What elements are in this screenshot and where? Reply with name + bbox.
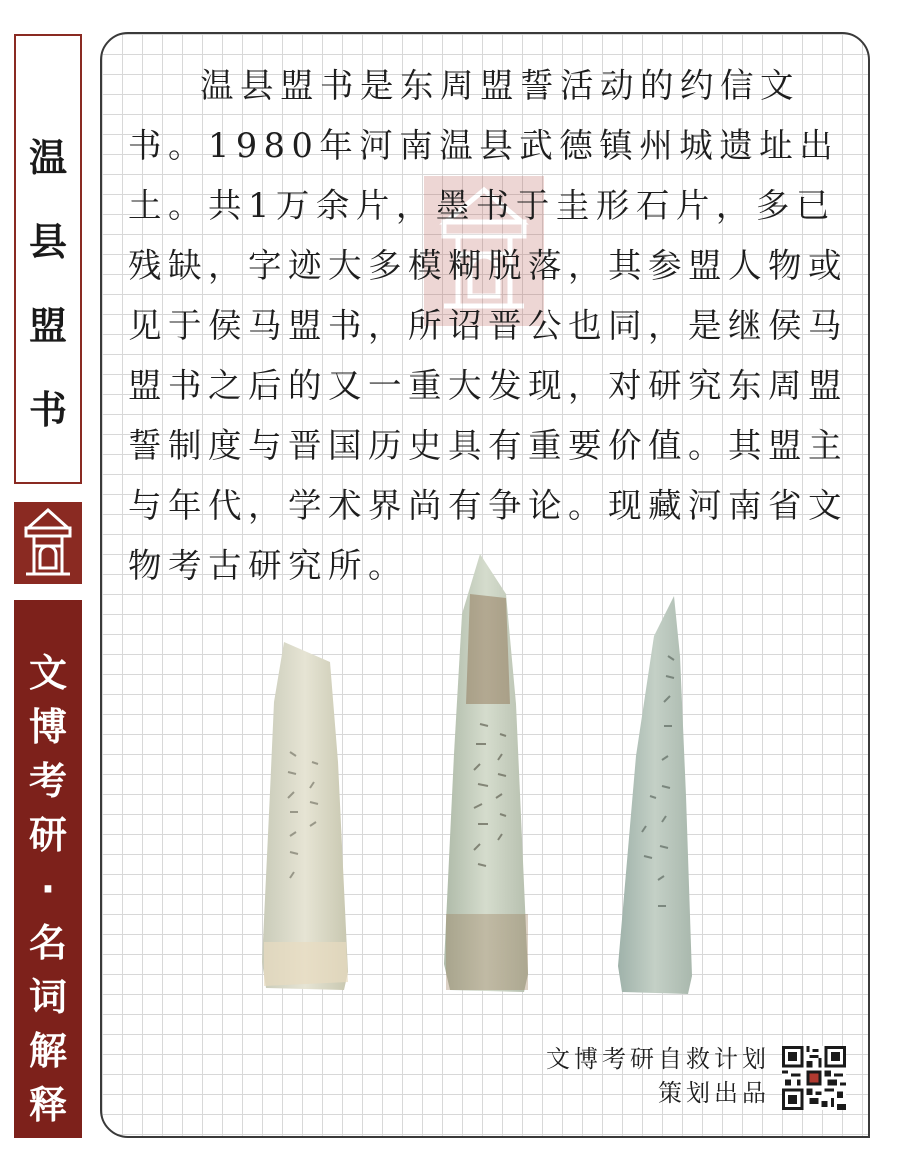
stone-tablet-image [260,642,354,992]
qr-code-icon[interactable] [782,1046,846,1110]
stone-tablet-image [616,596,696,996]
title-char: 温 [28,135,67,180]
title-char: 县 [28,219,67,264]
banner-char: 博 [28,705,67,749]
banner-char: 解 [28,1029,67,1073]
column-banner [14,600,82,1138]
banner-char: 释 [28,1083,67,1127]
seal-icon [14,502,82,584]
banner-char: 考 [28,759,67,803]
definition-paragraph: 温县盟书是东周盟誓活动的约信文书。1980年河南温县武德镇州城遗址出土。共1万余片，墨书于圭形石片，多已残缺，字迹大多模糊脱落，其参盟人物或见于侯马盟书，所诏晋公也同，是继侯马盟书之后的又一重大发现，对研究东周盟誓制度与晋国历史具有重要价值。其盟主与年代，学术界尚有争论。现藏河南省文物考古研究所。 [128,66,848,585]
banner-char: 文 [28,651,67,695]
credit-line: 文博考研自救计划 [546,1045,770,1073]
credit-block [546,1042,770,1110]
credit-line: 策划出品 [658,1079,770,1107]
vertical-title [16,116,80,452]
banner-char: 研 [28,813,67,857]
title-char: 书 [28,387,67,432]
stone-tablet-image [440,554,534,994]
content-panel [100,32,870,1138]
banner-char: 词 [28,975,67,1019]
title-char: 盟 [28,303,67,348]
title-box [14,34,82,484]
banner-char: · [40,867,56,911]
banner-char: 名 [28,921,67,965]
